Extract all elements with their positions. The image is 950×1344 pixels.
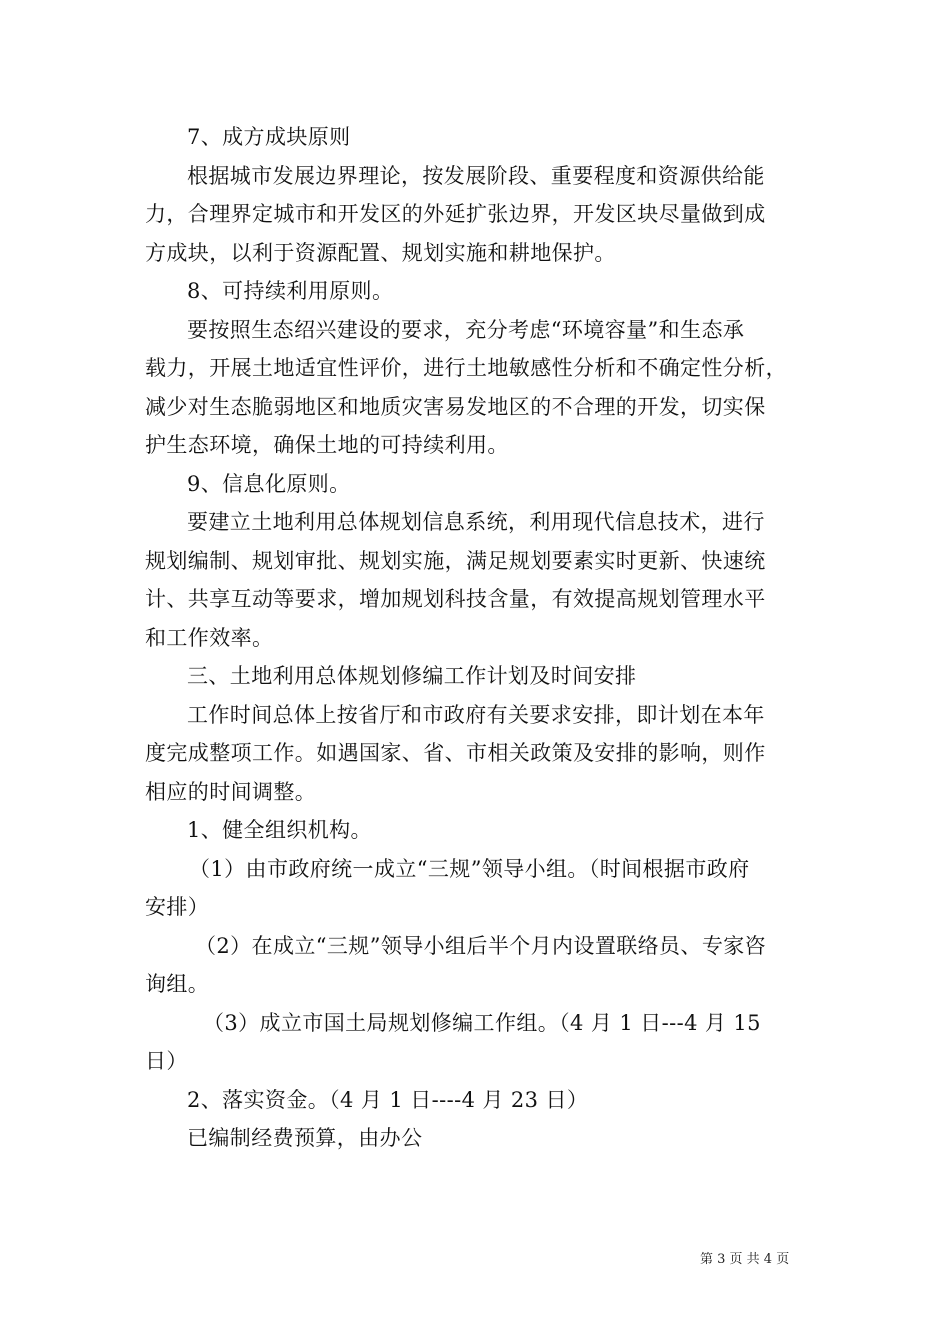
paragraph-line: 规划编制、规划审批、规划实施，满足规划要素实时更新、快速统 — [145, 548, 766, 573]
paragraph-line: 度完成整项工作。如遇国家、省、市相关政策及安排的影响，则作 — [145, 741, 766, 765]
page-number-footer: 第 3 页 共 4 页 — [700, 1252, 790, 1267]
paragraph-line: （3）成立市国土局规划修编工作组。（4 月 1 日---4 月 15 — [203, 1010, 761, 1035]
paragraph-line: 已编制经费预算，由办公 — [187, 1126, 423, 1150]
paragraph-line: （2）在成立“三规”领导小组后半个月内设置联络员、专家咨 — [195, 933, 767, 958]
paragraph-line: 减少对生态脆弱地区和地质灾害易发地区的不合理的开发，切实保 — [145, 394, 766, 419]
paragraph-line: 方成块，以利于资源配置、规划实施和耕地保护。 — [145, 240, 616, 265]
heading-principle-9: 9、信息化原则。 — [187, 471, 351, 496]
paragraph-line: 日） — [145, 1049, 188, 1073]
heading-item-2: 2、落实资金。（4 月 1 日----4 月 23 日） — [187, 1087, 589, 1112]
paragraph-line: 要建立土地利用总体规划信息系统，利用现代信息技术，进行 — [187, 510, 765, 534]
paragraph-line: 和工作效率。 — [145, 625, 274, 650]
heading-principle-7: 7、成方成块原则 — [187, 125, 351, 149]
paragraph-line: 计、共享互动等要求，增加规划科技含量，有效提高规划管理水平 — [145, 587, 766, 611]
document-body — [145, 118, 820, 1158]
heading-item-1: 1、健全组织机构。 — [187, 818, 372, 842]
paragraph-line: 工作时间总体上按省厅和市政府有关要求安排，即计划在本年 — [187, 702, 765, 727]
paragraph-line: 护生态环境，确保土地的可持续利用。 — [145, 433, 509, 457]
paragraph-line: 相应的时间调整。 — [145, 779, 317, 804]
paragraph-line: （1）由市政府统一成立“三规”领导小组。（时间根据市政府 — [189, 856, 750, 881]
paragraph-line: 根据城市发展边界理论，按发展阶段、重要程度和资源供给能 — [187, 163, 765, 188]
paragraph-line: 力，合理界定城市和开发区的外延扩张边界，开发区块尽量做到成 — [145, 202, 766, 226]
paragraph-line: 安排） — [145, 895, 210, 919]
paragraph-line: 询组。 — [145, 972, 210, 996]
paragraph-line: 要按照生态绍兴建设的要求，充分考虑“环境容量”和生态承 — [187, 317, 745, 342]
paragraph-line: 载力，开展土地适宜性评价，进行土地敏感性分析和不确定性分析， — [145, 356, 787, 380]
heading-section-3: 三、土地利用总体规划修编工作计划及时间安排 — [187, 664, 637, 688]
heading-principle-8: 8、可持续利用原则。 — [187, 279, 394, 303]
